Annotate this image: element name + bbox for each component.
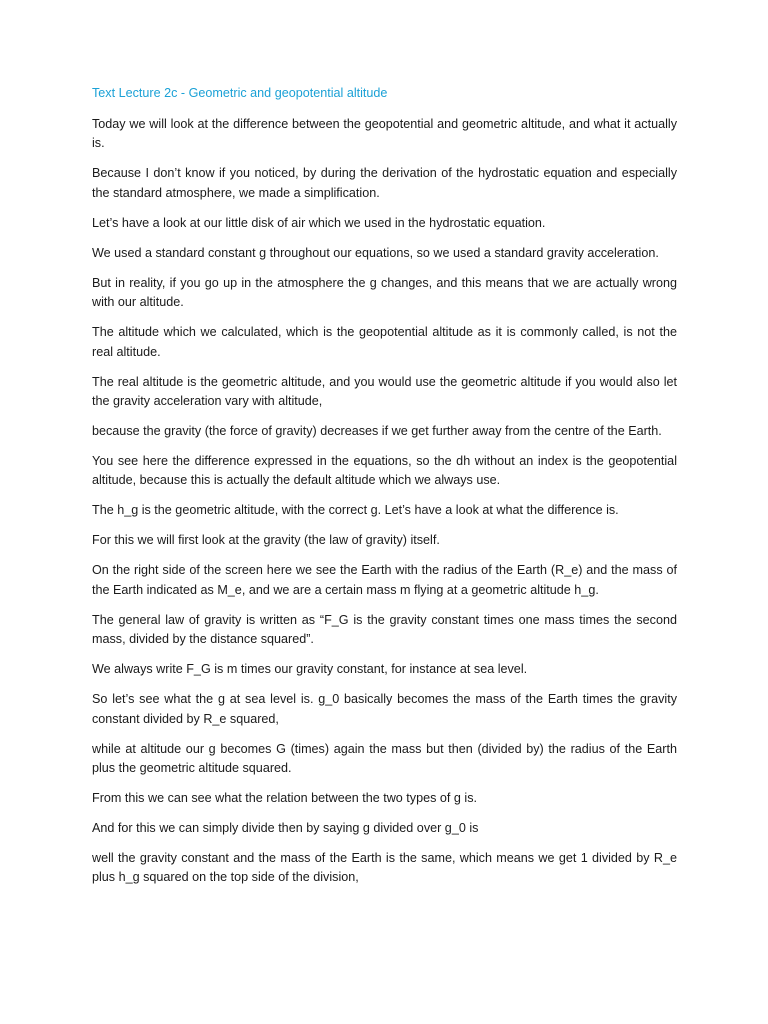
paragraph: We always write F_G is m times our gravity constant, for instance at sea level. bbox=[92, 662, 528, 677]
document-page bbox=[92, 84, 677, 898]
paragraph: And for this we can simply divide then by saying g divided over g_0 is bbox=[92, 821, 479, 836]
paragraph: From this we can see what the relation between the two types of g is. bbox=[92, 791, 478, 806]
paragraph: The h_g is the geometric altitude, with the correct g. Let’s have a look at what the difference is. bbox=[92, 503, 619, 518]
paragraph: because the gravity (the force of gravity) decreases if we get further away from the centre of the Earth. bbox=[92, 424, 662, 439]
paragraph: The general law of gravity is written as “F_G is the gravity constant times one mass times the second mass, divided by the distance squared”. bbox=[92, 612, 677, 647]
paragraph: For this we will first look at the gravity (the law of gravity) itself. bbox=[92, 533, 440, 548]
paragraph: Today we will look at the difference between the geopotential and geometric altitude, and what it actually is. bbox=[92, 117, 677, 151]
paragraph: well the gravity constant and the mass of the Earth is the same, which means we get 1 divided by R_e plus h_g squared on the top side of the division, bbox=[92, 851, 677, 885]
document-title: Text Lecture 2c - Geometric and geopotential altitude bbox=[92, 86, 388, 100]
paragraph: So let’s see what the g at sea level is. g_0 basically becomes the mass of the Earth times the gravity constant divided by R_e squared, bbox=[92, 692, 677, 726]
paragraph: You see here the difference expressed in the equations, so the dh without an index is the geopotential altitude, because this is actually the default altitude which we always use. bbox=[92, 454, 677, 488]
paragraph: We used a standard constant g throughout our equations, so we used a standard gravity acceleration. bbox=[92, 245, 659, 260]
paragraph: The real altitude is the geometric altitude, and you would use the geometric altitude if you would also let the gravity acceleration vary with altitude, bbox=[92, 374, 677, 409]
paragraph: while at altitude our g becomes G (times) again the mass but then (divided by) the radius of the Earth plus the geometric altitude squared. bbox=[92, 741, 677, 776]
paragraph: On the right side of the screen here we see the Earth with the radius of the Earth (R_e) and the mass of the Earth indicated as M_e, and we are a certain mass m flying at a geometric altitude h_g. bbox=[92, 563, 677, 597]
paragraph: Let’s have a look at our little disk of air which we used in the hydrostatic equation. bbox=[92, 215, 546, 230]
paragraph: The altitude which we calculated, which is the geopotential altitude as it is commonly called, is not the real altitude. bbox=[92, 325, 677, 359]
paragraph: Because I don’t know if you noticed, by during the derivation of the hydrostatic equation and especially the standard atmosphere, we made a simplification. bbox=[92, 166, 677, 200]
paragraph: But in reality, if you go up in the atmosphere the g changes, and this means that we are actually wrong with our altitude. bbox=[92, 275, 677, 310]
